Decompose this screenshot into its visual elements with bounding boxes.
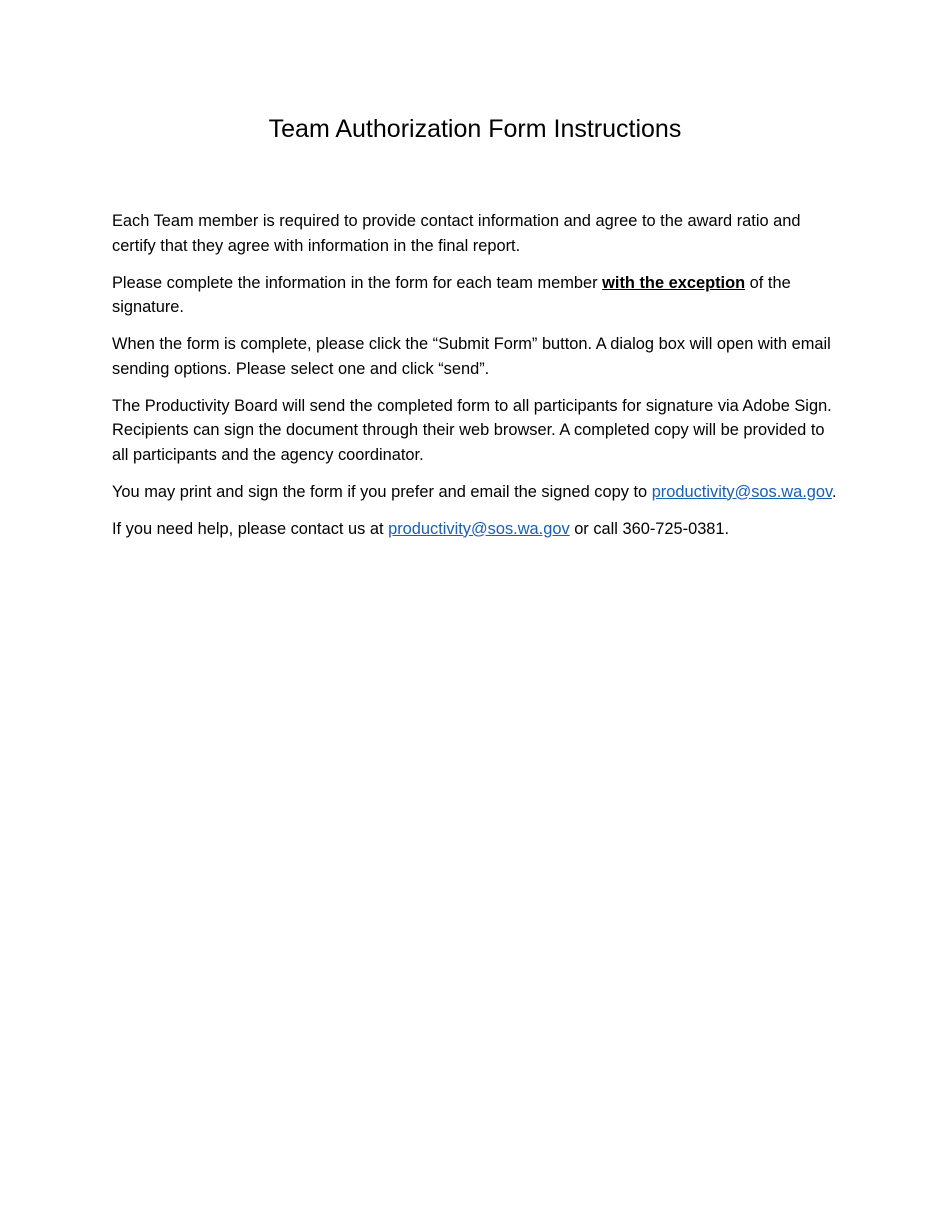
paragraph-print-option [112, 480, 842, 505]
paragraph-complete-info-text: Please complete the information in the form for each team member [112, 273, 603, 292]
email-link-print[interactable]: productivity@sos.wa.gov [651, 482, 832, 501]
paragraph-complete-info [112, 271, 842, 320]
paragraph-print-option-text: You may print and sign the form if you prefer and email the signed copy to [112, 482, 652, 501]
paragraph-adobe-sign: The Productivity Board will send the completed form to all participants for signature via Adobe Sign. Recipients can sign the document through their web browser. A completed copy will be provided to all participants and the agency coordinator. [112, 396, 832, 464]
paragraph-print-option-tail: . [832, 482, 837, 501]
exception-emphasis: with the exception [602, 273, 746, 292]
page-title: Team Authorization Form Instructions [268, 115, 682, 143]
email-link-help[interactable]: productivity@sos.wa.gov [388, 519, 570, 538]
paragraph-requirements: Each Team member is required to provide contact information and agree to the award ratio and certify that they agree with information in the final report. [112, 212, 801, 255]
paragraph-submit-form: When the form is complete, please click the “Submit Form” button. A dialog box will open with email sending options. Please select one and click “send”. [112, 335, 831, 378]
paragraph-help-contact [112, 517, 842, 542]
instructions-body [112, 209, 842, 554]
paragraph-help-contact-text: If you need help, please contact us at [112, 519, 389, 538]
paragraph-help-contact-tail: or call 360-725-0381. [569, 519, 730, 538]
paragraph-complete-info-tail: of the signature. [112, 273, 791, 316]
